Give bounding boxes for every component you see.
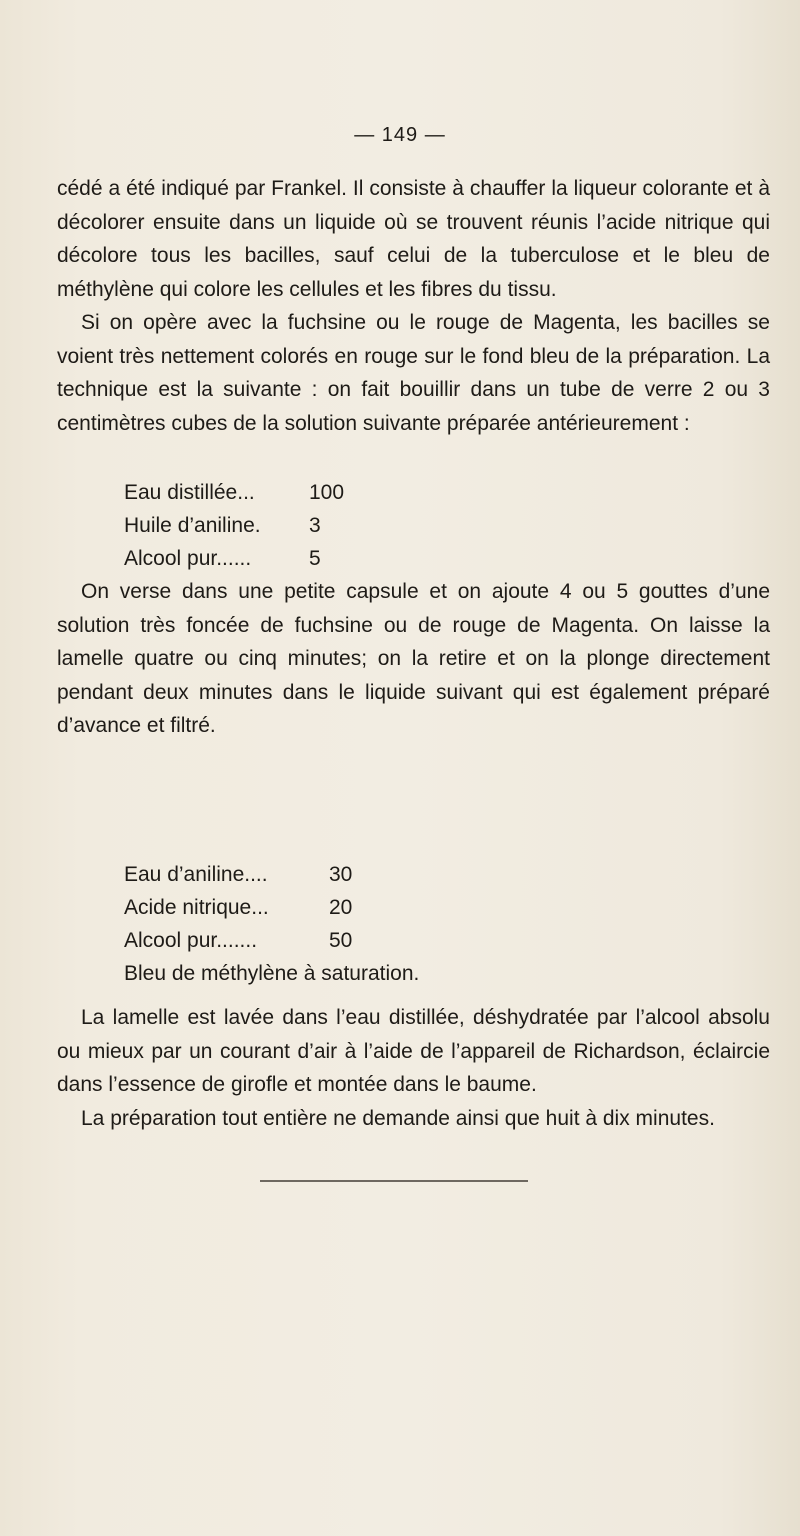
paragraph-continuation: cédé a été indiqué par Frankel. Il consiste à chauffer la liqueur colorante et à décolorer ensuite dans un liquide où se trouvent réunis l’acide nitrique qui décolore tous les bacilles, sauf celui de la tuberculose et le bleu de méthylène qui colore les cellules et les fibres du tissu. [57,177,770,301]
ingredient-quantity: 3 [309,514,321,537]
recipe-row [124,509,344,542]
ingredient-name: Huile d’aniline. [124,514,261,537]
paragraph-procedure: On verse dans une petite capsule et on ajoute 4 ou 5 gouttes d’une solution très foncée de fuchsine ou de rouge de Magenta. On laisse la lamelle quatre ou cinq minutes; on la retire et on la plonge directement pendant deux minutes dans le liquide suivant qui est également préparé d’avance et filtré. [57,580,770,737]
paragraph-fuchsine-method: Si on opère avec la fuchsine ou le rouge de Magenta, les bacilles se voient très nettement colorés en rouge sur le fond bleu de la préparation. La technique est la suivante : on fait bouillir dans un tube de verre 2 ou 3 centimètres cubes de la solution suivante préparée antérieurement : [57,311,770,435]
horizontal-rule [260,1180,528,1182]
ingredient-quantity: 100 [309,481,345,504]
paragraph-duration: La préparation tout entière ne demande ainsi que huit à dix minutes. [81,1106,715,1130]
ingredient-quantity: 30 [329,863,353,886]
ingredient-name: Acide nitrique... [124,896,269,919]
text-block-conclusion [57,1001,770,1135]
ingredient-name: Eau distillée... [124,481,255,504]
recipe-solution-1 [124,476,344,575]
recipe-row [124,858,419,891]
page-number: — 149 — [354,124,446,146]
recipe-solution-2 [124,858,419,990]
ingredient-name: Eau d’aniline.... [124,863,268,886]
paragraph-washing: La lamelle est lavée dans l’eau distillée, déshydratée par l’alcool absolu ou mieux par un courant d’air à l’aide de l’appareil de Richardson, éclaircie dans l’essence de girofle et montée dans le baume. [57,1006,770,1096]
recipe-row [124,891,419,924]
recipe-row [124,924,419,957]
recipe-row [124,476,344,509]
ingredient-quantity: 5 [309,547,321,570]
text-block-procedure [57,575,770,743]
ingredient-name: Alcool pur....... [124,929,258,952]
text-block-intro [57,172,770,440]
ingredient-quantity: 50 [329,929,353,952]
recipe-note: Bleu de méthylène à saturation. [124,962,420,985]
ingredient-quantity: 20 [329,896,353,919]
ingredient-name: Alcool pur...... [124,547,252,570]
recipe-row [124,542,344,575]
